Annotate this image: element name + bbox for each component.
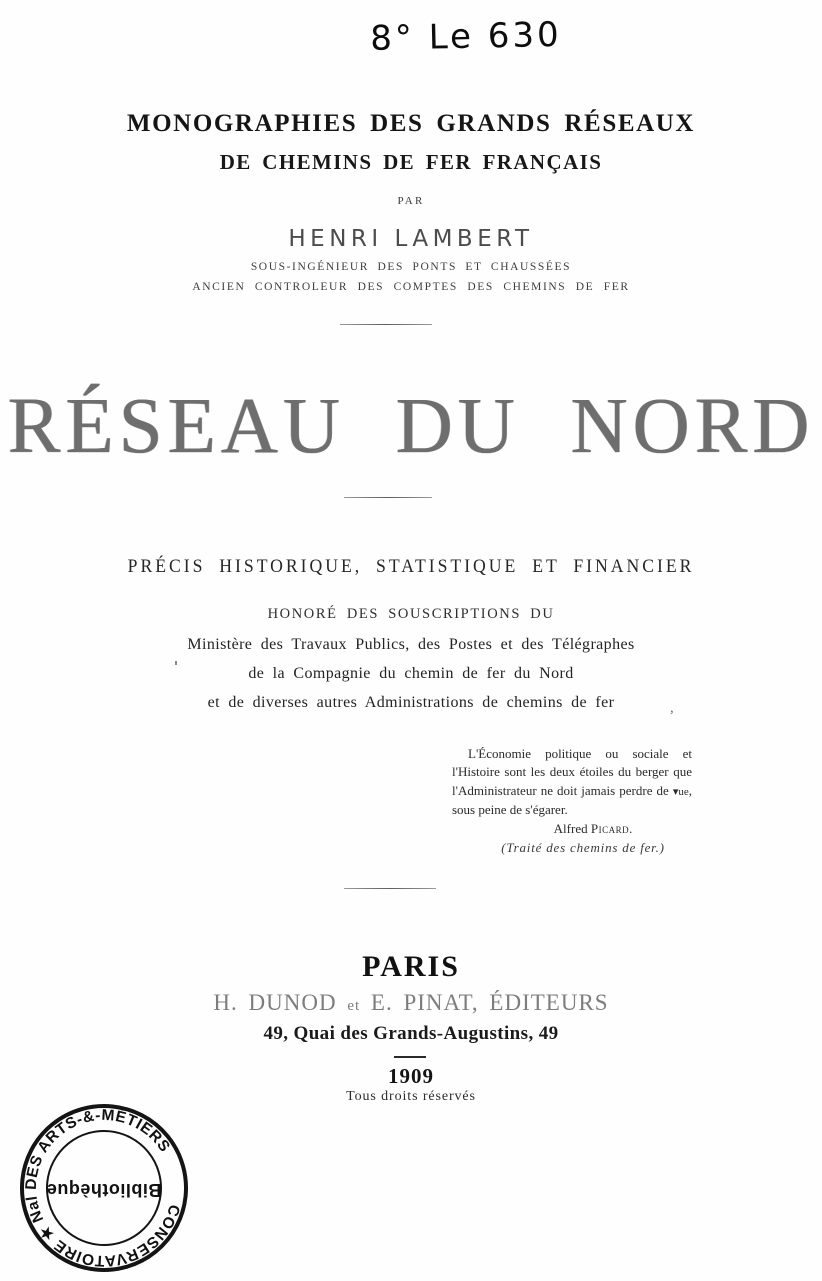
publisher-conjunction: et xyxy=(347,998,361,1014)
page-title-line-2: DE CHEMINS DE FER FRANÇAIS xyxy=(219,150,603,174)
imprint-city: PARIS xyxy=(362,950,460,983)
publisher-second: E. PINAT, ÉDITEURS xyxy=(360,990,609,1015)
epigraph-author-period: . xyxy=(629,820,633,836)
subscription-line: Ministère des Travaux Publics, des Postes et des Télégraphes xyxy=(187,636,635,653)
epigraph-text xyxy=(452,745,692,819)
divider-rule-middle xyxy=(344,497,432,498)
network-display-title: RÉSEAU DU NORD xyxy=(7,383,815,470)
imprint-rights: Tous droits réservés xyxy=(346,1089,476,1104)
author-name: HENRI LAMBERT xyxy=(288,226,534,252)
epigraph-vue-mark: ▾ue xyxy=(672,785,689,798)
publisher-first: H. DUNOD xyxy=(213,990,348,1015)
epigraph-text-part-1: L'Économie politique ou sociale et l'Histoire sont les deux étoiles du berger que l'Administrateur ne doit jamais perdre de xyxy=(452,746,692,798)
epigraph-source: (Traité des chemins de fer.) xyxy=(501,840,665,856)
page-speck: , xyxy=(670,700,674,716)
page-title-line-1: MONOGRAPHIES DES GRANDS RÉSEAUX xyxy=(126,110,696,137)
imprint-publishers xyxy=(0,990,822,1016)
library-stamp xyxy=(12,1096,197,1281)
epigraph-attribution xyxy=(452,820,692,838)
subscription-line: de la Compagnie du chemin de fer du Nord xyxy=(248,665,574,682)
epigraph-author-first: Alfred xyxy=(553,820,591,836)
imprint-address: 49, Quai des Grands-Augustins, 49 xyxy=(263,1023,559,1044)
stamp-rim-textpath: CONSERVATOIRE ★ Nal DES ARTS-&-MÉTIERS xyxy=(22,1106,183,1270)
divider-rule-lower xyxy=(344,888,436,889)
author-credential-1: SOUS-INGÉNIEUR DES PONTS ET CHAUSSÉES xyxy=(250,261,572,273)
subscription-line: et de diverses autres Administrations de chemins de fer xyxy=(207,694,615,711)
handwritten-shelfmark: 8° Le 630 xyxy=(369,14,563,59)
author-credential-2: ANCIEN CONTROLEUR DES COMPTES DES CHEMINS DE FER xyxy=(192,281,630,293)
page-speck xyxy=(175,661,177,665)
epigraph-text-part-2: , sous peine de s'égarer. xyxy=(452,782,692,817)
imprint-year: 1909 xyxy=(388,1064,434,1088)
divider-rule-upper xyxy=(340,324,432,325)
epigraph-block xyxy=(452,745,692,858)
stamp-center-text: Bibliothèque xyxy=(46,1179,162,1200)
subtitle-honore: HONORÉ DES SOUSCRIPTIONS DU xyxy=(267,606,555,622)
epigraph-author-last: Picard xyxy=(590,820,630,836)
subtitle-precis: PRÉCIS HISTORIQUE, STATISTIQUE ET FINANCIER xyxy=(127,556,695,577)
by-label: PAR xyxy=(397,195,425,207)
divider-rule-year xyxy=(394,1056,426,1058)
